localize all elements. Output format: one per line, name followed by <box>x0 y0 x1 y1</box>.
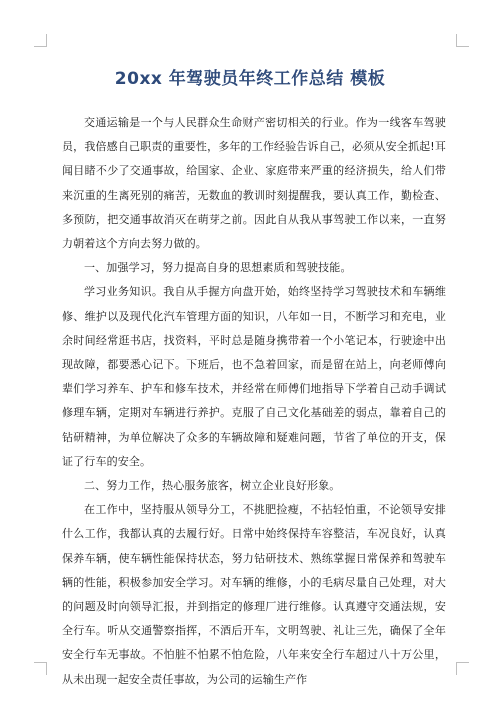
section-heading-1: 一、加强学习，努力提高自身的思想素质和驾驶技能。 <box>84 261 352 275</box>
paragraph-study: 学习业务知识。我自从手握方向盘开始，始终坚持学习驾驶技术和车辆维修、维护以及现代化汽车管理方面的知识，八年如一日，不断学习和充电，业余时间经常逛书店，找资料，平时总是随身携带着一个小笔记本，行驶途中出现故障，都要悉心记下。下班后，也不急着回家，而是留在站上，向老师傅向辈们学习养车、护车和修车技术，并经常在师傅们地指导下学着自己动手调试修理车辆，定期对车辆进行养护。克服了自己文化基础差的弱点，靠着自己的钻研精神，为单位解决了众多的车辆故障和疑难问题，节省了单位的开支，保证了行车的安全。 <box>62 285 446 468</box>
crop-mark-bottom-left <box>34 662 47 675</box>
crop-mark-bottom-right <box>456 662 469 675</box>
document-body <box>62 111 446 692</box>
crop-mark-top-left <box>34 34 47 47</box>
document-title: 20xx 年驾驶员年终工作总结 模板 <box>114 69 386 89</box>
section-heading-2: 二、努力工作，热心服务旅客，树立企业良好形象。 <box>84 479 341 493</box>
paragraph-work: 在工作中，坚持服从领导分工，不挑肥捡瘦，不拈轻怕重，不论领导安排什么工作，我都认真的去履行好。日常中始终保持车容整洁，车况良好，认真保养车辆，使车辆性能保持状态，努力钻研技术、熟练掌握日常保养和驾驶车辆的性能，积极参加安全学习。对车辆的维修，小的毛病尽量自己处理，对大的问题及时向领导汇报，并到指定的修理厂进行维修。认真遵守交通法规，安全行车。听从交通警察指挥，不酒后开车，文明驾驶、礼让三先，确保了全年安全行车无事故。不怕脏不怕累不怕危险，八年来安全行车超过八十万公里，从未出现一起安全责任事故，为公司的运输生产作 <box>62 503 446 686</box>
paragraph-intro: 交通运输是一个与人民群众生命财产密切相关的行业。作为一线客车驾驶员，我倍感自己职责的重要性，多年的工作经验告诉自己，必须从安全抓起!耳闻目睹不少了交通事故，给国家、企业、家庭带来严重的经济损失，给人们带来沉重的生离死别的痛苦，无数血的教训时刻提醒我，要认真工作，勤检查、多预防，把交通事故消灭在萌芽之前。因此自从我从事驾驶工作以来，一直努力朝着这个方向去努力做的。 <box>62 116 446 251</box>
crop-mark-top-right <box>456 34 469 47</box>
